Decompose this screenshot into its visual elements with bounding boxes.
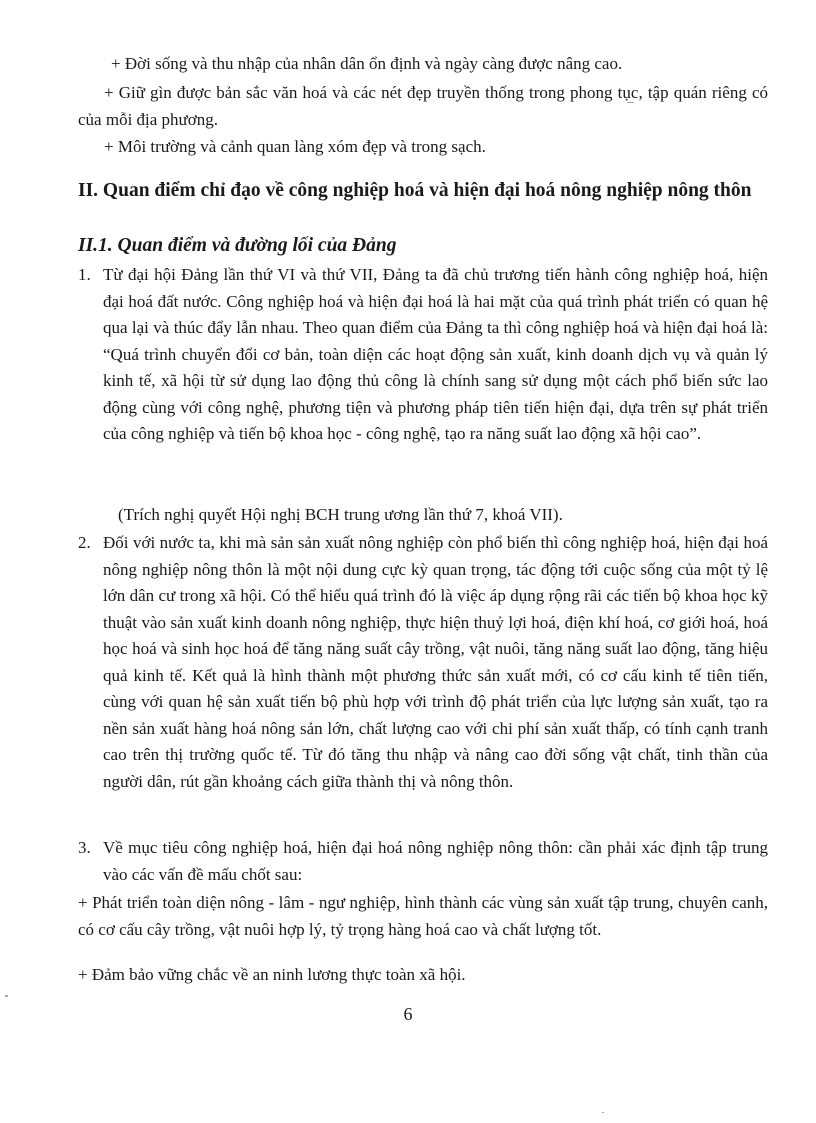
scan-speck xyxy=(627,102,634,103)
intro-bullet-living-standard: + Đời sống và thu nhập của nhân dân ổn định và ngày càng được nâng cao. xyxy=(111,54,623,73)
goal-bullet-food-security: + Đảm bảo vững chắc về an ninh lương thực toàn xã hội. xyxy=(78,965,466,984)
scan-speck xyxy=(602,1112,604,1113)
numbered-item-1 xyxy=(78,262,768,448)
item-number: 2. xyxy=(78,533,91,552)
resolution-citation: (Trích nghị quyết Hội nghị BCH trung ương lần thứ 7, khoá VII). xyxy=(118,505,563,524)
item-text: Đối với nước ta, khi mà sản sản xuất nông nghiệp còn phổ biến thì công nghiệp hoá, hiện đại hoá nông nghiệp nông thôn là một nội dung cực kỳ quan trọng, tác động tới cuộc sống của một tỷ lệ lớn dân cư trong xã hội. Có thể hiểu quá trình đó là việc áp dụng rộng rãi các tiến bộ khoa học kỹ thuật vào sản xuất kinh doanh nông nghiệp, thực hiện thuỷ lợi hoá, điện khí hoá, cơ giới hoá, hoá học hoá và sinh học hoá để tăng năng suất cây trồng, vật nuôi, tăng năng suất lao động, tăng hiệu quả kinh tế. Kết quả là hình thành một phương thức sản xuất mới, có cơ cấu kinh tế tiên tiến, cùng với quan hệ sản xuất tiến bộ phù hợp với trình độ phát triển của lực lượng sản xuất, tạo ra nền sản xuất hàng hoá nông sản lớn, chất lượng cao với chi phí sản xuất thấp, có tính cạnh tranh cao trên thị trường quốc tế. Từ đó tăng thu nhập và nâng cao đời sống vật chất, tinh thần của người dân, rút gần khoảng cách giữa thành thị và nông thôn. xyxy=(103,533,768,791)
page-number: 6 xyxy=(403,1004,413,1024)
numbered-item-3 xyxy=(78,835,768,888)
goal-bullet-comprehensive-development: + Phát triển toàn diện nông - lâm - ngư nghiệp, hình thành các vùng sản xuất tập trung, chuyên canh, có cơ cấu cây trồng, vật nuôi hợp lý, tỷ trọng hàng hoá cao và chất lượng tốt. xyxy=(78,893,768,939)
scan-speck xyxy=(5,995,8,997)
numbered-item-2 xyxy=(78,530,768,795)
intro-bullet-cultural-identity: + Giữ gìn được bản sắc văn hoá và các nét đẹp truyền thống trong phong tục, tập quán riêng có của mỗi địa phương. xyxy=(78,83,768,129)
intro-bullet-environment: + Môi trường và cảnh quan làng xóm đẹp và trong sạch. xyxy=(104,137,486,156)
subsection-heading: II.1. Quan điểm và đường lối của Đảng xyxy=(78,235,397,256)
item-number: 1. xyxy=(78,265,91,284)
item-number: 3. xyxy=(78,838,91,857)
section-heading: II. Quan điểm chỉ đạo về công nghiệp hoá và hiện đại hoá nông nghiệp nông thôn xyxy=(78,180,752,201)
item-text: Từ đại hội Đảng lần thứ VI và thứ VII, Đảng ta đã chủ trương tiến hành công nghiệp hoá, hiện đại hoá đất nước. Công nghiệp hoá và hiện đại hoá là hai mặt của quá trình phát triển có quan hệ qua lại và thúc đẩy lẫn nhau. Theo quan điểm của Đảng ta thì công nghiệp hoá và hiện đại hoá là: “Quá trình chuyển đổi cơ bản, toàn diện các hoạt động sản xuất, kinh doanh dịch vụ và quản lý kinh tế, xã hội từ sử dụng lao động thủ công là chính sang sử dụng một cách phổ biến sức lao động cùng với công nghệ, phương tiện và phương pháp tiên tiến hiện đại, dựa trên sự phát triển của công nghiệp và tiến bộ khoa học - công nghệ, tạo ra năng suất lao động xã hội cao”. xyxy=(103,265,768,443)
item-text: Về mục tiêu công nghiệp hoá, hiện đại hoá nông nghiệp nông thôn: cần phải xác định tập trung vào các vấn đề mấu chốt sau: xyxy=(103,838,768,884)
